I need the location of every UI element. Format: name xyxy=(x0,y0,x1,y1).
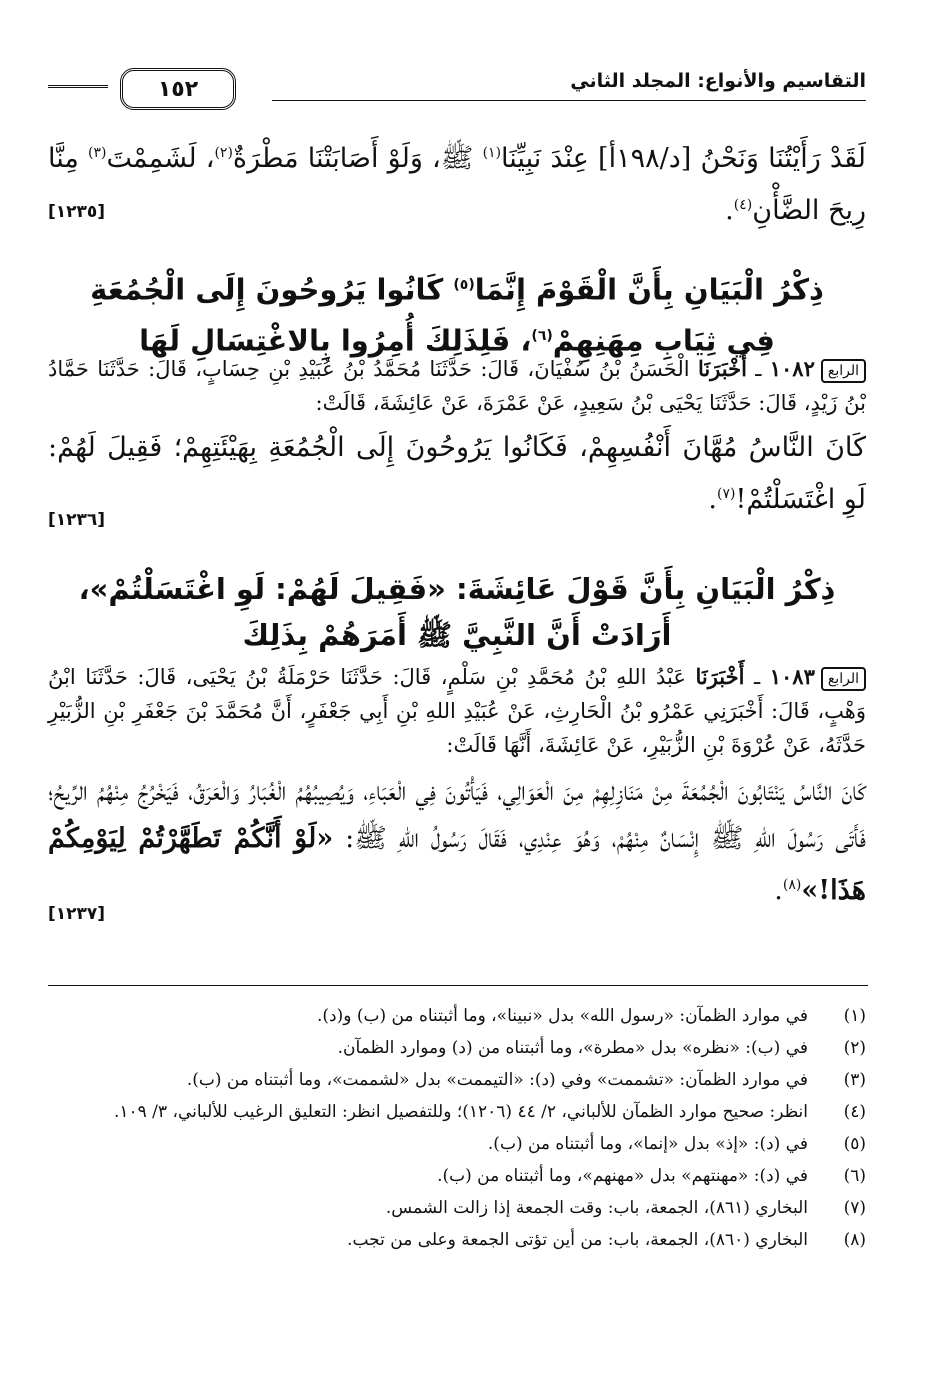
hadith-reference: [١٢٣٥] xyxy=(48,202,106,222)
footnote-text: انظر: صحيح موارد الظمآن للألباني، ٢/ ٤٤ (١٢٠٦)؛ وللتفصيل انظر: التعليق الرغيب للألباني، ٣/ ١٠٩. xyxy=(113,1102,808,1122)
footnote-text: البخاري (٨٦١)، الجمعة، باب: وقت الجمعة إذا زالت الشمس. xyxy=(385,1198,808,1218)
footnote-marker[interactable]: (٦) xyxy=(531,327,553,344)
text-segment: . xyxy=(708,484,717,515)
footnote-text: في (د): «إذ» بدل «إنما»، وما أثبتناه من (ب). xyxy=(487,1134,808,1154)
text-segment: لَقَدْ رَأَيْتُنَا وَنَحْنُ [د/١٩٨أ] عِنْدَ نَبِيِّنَا xyxy=(501,143,866,174)
text-segment: ﷺ، وَلَوْ أَصَابَتْنَا مَطْرَةٌ xyxy=(232,143,483,174)
footnote-item xyxy=(48,1160,866,1192)
footnote-number: (٥) xyxy=(843,1134,866,1154)
heading-line xyxy=(48,262,866,313)
footnote-number: (٦) xyxy=(843,1166,866,1186)
isnad-text: عَبْدُ اللهِ بْنُ مُحَمَّدِ بْنِ سَلْمٍ، قَالَ: حَدَّثَنَا حَرْمَلَةُ بْنُ يَحْيَى، قَالَ: حَدَّثَنَا ابْنُ وَهْبٍ، قَالَ: أَخْبَرَنِي عَمْرُو بْنُ الْحَارِثِ، عَنْ عُبَيْدِ اللهِ بْنِ أَبِي جَعْفَرٍ، أَنَّ مُحَمَّدَ بْنَ جَعْفَرِ بْنِ الزُّبَيْرِ حَدَّثَهُ، عَنْ عُرْوَةَ بْنِ الزُّبَيْرِ، عَنْ عَائِشَةَ، أَنَّهَا قَالَتْ: xyxy=(48,665,866,757)
heading-line: ذِكْرُ الْبَيَانِ بِأَنَّ قَوْلَ عَائِشَةَ: «فَقِيلَ لَهُمْ: لَوِ اغْتَسَلْتُمْ»، xyxy=(78,572,836,606)
page-number: ١٥٢ xyxy=(120,68,236,110)
header-ornament xyxy=(48,85,108,88)
footnote-item xyxy=(48,1224,866,1256)
footnote-marker[interactable]: (٣) xyxy=(88,145,107,161)
footnote-text: في (د): «مهنتهم» بدل «مهنهم»، وما أثبتناه من (ب). xyxy=(437,1166,808,1186)
hadith-number: ١٠٨٢ xyxy=(769,356,815,381)
section-heading-1 xyxy=(48,262,866,363)
footnote-text: في موارد الظمآن: «رسول الله» بدل «نبينا»، وما أثبتناه من (ب) و(د). xyxy=(316,1006,808,1026)
matn-text: كَانَ النَّاسُ يَنْتَابُونَ الْجُمُعَةَ مِنْ مَنَازِلِهِمْ مِنَ الْعَوَالِي، فَيَأْتُونَ فِي الْعَبَاءِ، وَيُصِيبُهُمُ الْغُبَارُ وَالْعَرَقُ، فَيَخْرُجُ مِنْهُمُ الرِّيحُ؛ فَأَتَى رَسُولَ اللهِ ﷺ إِنْسَانٌ مِنْهُمْ، وَهُوَ عِنْدِي، فَقَالَ رَسُولُ اللهِ ﷺ: xyxy=(48,776,866,854)
paragraph-1 xyxy=(48,130,866,234)
isnad-text: الْحَسَنُ بْنُ سُفْيَانَ، قَالَ: حَدَّثَنَا مُحَمَّدُ بْنُ عُبَيْدِ بْنِ حِسَابٍ، قَالَ: حَدَّثَنَا حَمَّادُ بْنُ زَيْدٍ، قَالَ: حَدَّثَنَا يَحْيَى بْنُ سَعِيدٍ، عَنْ عَمْرَةَ، عَنْ عَائِشَةَ، قَالَتْ: xyxy=(48,357,866,415)
hadith-1082 xyxy=(48,352,866,523)
text-segment: ، لَشَمِمْتَ xyxy=(106,143,215,174)
hadith-reference: [١٢٣٦] xyxy=(48,510,106,530)
heading-line: أَرَادَتْ أَنَّ النَّبِيَّ ﷺ أَمَرَهُمْ بِذَلِكَ xyxy=(242,618,672,652)
hadith-matn xyxy=(48,768,866,914)
footnote-marker[interactable]: (٧) xyxy=(717,486,736,502)
paragraph-1-text xyxy=(48,130,866,234)
footnote-item xyxy=(48,1192,866,1224)
footnote-number: (٨) xyxy=(843,1230,866,1250)
text-segment: . xyxy=(725,195,734,226)
footnote-text: البخاري (٨٦٠)، الجمعة، باب: من أين تؤتى الجمعة وعلى من تجب. xyxy=(347,1230,808,1250)
page-header xyxy=(48,68,866,112)
footnote-item xyxy=(48,1096,866,1128)
hadith-badge-icon: الرابع xyxy=(821,667,866,691)
hadith-badge-icon: الرابع xyxy=(821,359,866,383)
footnote-number: (١) xyxy=(843,1006,866,1026)
hadith-matn xyxy=(48,424,866,523)
footnote-marker[interactable]: (١) xyxy=(482,145,502,161)
footnote-separator xyxy=(48,985,868,986)
text-segment: كَانُوا يَرُوحُونَ إِلَى الْجُمُعَةِ xyxy=(90,272,454,307)
footnote-item xyxy=(48,1000,866,1032)
footnote-marker[interactable]: (٥) xyxy=(453,277,475,293)
hadith-1083 xyxy=(48,660,866,914)
text-segment: ، فَلِذَلِكَ أُمِرُوا بِالاغْتِسَالِ لَهَا xyxy=(139,323,532,358)
section-heading-2 xyxy=(48,566,866,658)
footnote-item xyxy=(48,1032,866,1064)
running-title: التقاسيم والأنواع: المجلد الثاني xyxy=(570,70,866,92)
hadith-reference: [١٢٣٧] xyxy=(48,904,106,924)
footnotes xyxy=(48,1000,866,1256)
text-segment: ذِكْرُ الْبَيَانِ بِأَنَّ الْقَوْمَ إِنَّمَا xyxy=(474,272,824,307)
text-segment: . xyxy=(774,875,783,906)
footnote-number: (٤) xyxy=(843,1102,866,1122)
footnote-text: في (ب): «نظره» بدل «مطرة»، وما أثبتناه من (د) وموارد الظمآن. xyxy=(337,1038,808,1058)
akhbarana-label: أَخْبَرَنَا xyxy=(697,356,747,381)
text-segment: مِنَّا رِيحَ الضَّأْنِ xyxy=(48,143,866,226)
footnote-item xyxy=(48,1128,866,1160)
text-segment: فِي ثِيَابِ مِهَنِهِمْ xyxy=(552,323,775,358)
footnote-marker[interactable]: (٨) xyxy=(782,877,802,893)
header-rule xyxy=(272,100,866,101)
akhbarana-label: أَخْبَرَنَا xyxy=(695,664,745,689)
matn-text: كَانَ النَّاسُ مُهَّانَ أَنْفُسِهِمْ، فَكَانُوا يَرُوحُونَ إِلَى الْجُمُعَةِ بِهَيْئَتِهِمْ؛ فَقِيلَ لَهُمْ: لَوِ اغْتَسَلْتُمْ! xyxy=(48,432,866,515)
footnote-text: في موارد الظمآن: «تشممت» وفي (د): «التيممت» بدل «لشممت»، وما أثبتناه من (ب). xyxy=(186,1070,808,1090)
footnote-marker[interactable]: (٢) xyxy=(214,145,233,161)
footnote-marker[interactable]: (٤) xyxy=(733,197,753,213)
footnote-number: (٧) xyxy=(843,1198,866,1218)
prophet-quote: «لَوْ أَنَّكُمْ تَطَهَّرْتُمْ لِيَوْمِكُمْ هَذَا!» xyxy=(48,823,866,906)
hadith-number: ١٠٨٣ xyxy=(769,664,815,689)
footnote-item xyxy=(48,1064,866,1096)
hadith-isnad: الرابع١٠٨٣ ـ أَخْبَرَنَا عَبْدُ اللهِ بْنُ مُحَمَّدِ بْنِ سَلْمٍ، قَالَ: حَدَّثَنَا حَرْمَلَةُ بْنُ يَحْيَى، قَالَ: حَدَّثَنَا ابْنُ وَهْبٍ، قَالَ: أَخْبَرَنِي عَمْرُو بْنُ الْحَارِثِ، عَنْ عُبَيْدِ اللهِ بْنِ أَبِي جَعْفَرٍ، أَنَّ مُحَمَّدَ بْنَ جَعْفَرِ بْنِ الزُّبَيْرِ حَدَّثَهُ، عَنْ عُرْوَةَ بْنِ الزُّبَيْرِ، عَنْ عَائِشَةَ، أَنَّهَا قَالَتْ: xyxy=(48,664,866,757)
hadith-isnad: الرابع١٠٨٢ ـ أَخْبَرَنَا الْحَسَنُ بْنُ سُفْيَانَ، قَالَ: حَدَّثَنَا مُحَمَّدُ بْنُ عُبَيْدِ بْنِ حِسَابٍ، قَالَ: حَدَّثَنَا حَمَّادُ بْنُ زَيْدٍ، قَالَ: حَدَّثَنَا يَحْيَى بْنُ سَعِيدٍ، عَنْ عَمْرَةَ، عَنْ عَائِشَةَ، قَالَتْ: xyxy=(48,356,866,415)
footnote-number: (٢) xyxy=(843,1038,866,1058)
footnote-number: (٣) xyxy=(843,1070,866,1090)
